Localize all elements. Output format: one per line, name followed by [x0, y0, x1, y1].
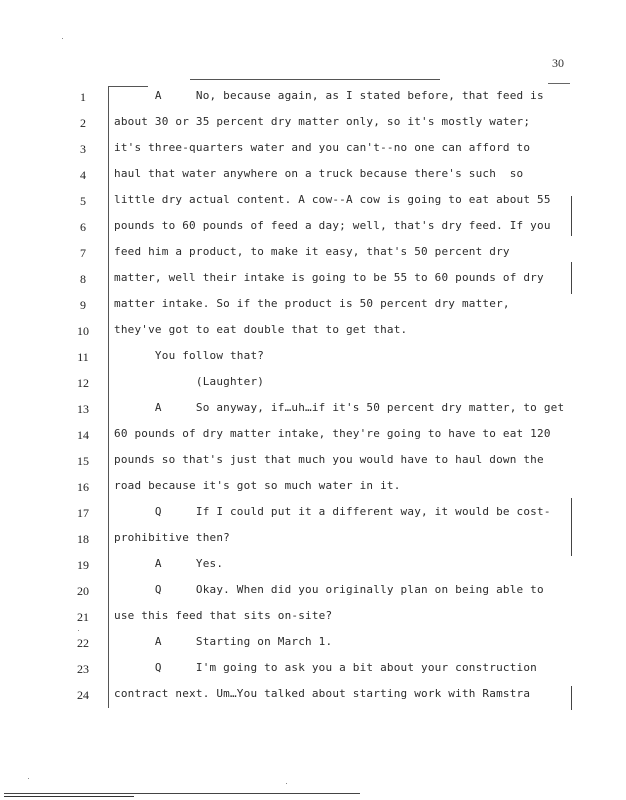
transcript-line [0, 552, 626, 578]
line-text: haul that water anywhere on a truck because there's such so [114, 167, 524, 180]
transcript-line [0, 396, 626, 422]
line-text: it's three-quarters water and you can't--no one can afford to [114, 141, 531, 154]
line-number: 9 [80, 298, 86, 312]
line-number: 11 [77, 350, 89, 364]
line-number: 20 [77, 584, 89, 598]
line-number: 19 [77, 558, 89, 572]
line-number: 4 [80, 168, 86, 182]
line-number: 12 [77, 376, 89, 390]
line-number: 7 [80, 246, 86, 260]
scan-speck [62, 38, 63, 39]
transcript-line [0, 318, 626, 344]
line-text: pounds so that's just that much you would have to haul down the [114, 453, 544, 466]
transcript-line [0, 240, 626, 266]
transcript-line [0, 188, 626, 214]
line-text: they've got to eat double that to get that. [114, 323, 408, 336]
line-number: 16 [77, 480, 89, 494]
page-number: 30 [552, 56, 564, 70]
line-text: pounds to 60 pounds of feed a day; well, that's dry feed. If you [114, 219, 551, 232]
header-rule [190, 79, 440, 80]
line-text: feed him a product, to make it easy, that's 50 percent dry [114, 245, 510, 258]
line-text: A Starting on March 1. [114, 635, 333, 648]
line-text: matter, well their intake is going to be 55 to 60 pounds of dry [114, 271, 544, 284]
line-number: 14 [77, 428, 89, 442]
line-number: 8 [80, 272, 86, 286]
line-number: 21 [77, 610, 89, 624]
transcript-line [0, 266, 626, 292]
transcript-line [0, 630, 626, 656]
scan-speck [286, 783, 287, 784]
transcript-line [0, 214, 626, 240]
scan-speck [28, 778, 29, 779]
transcript-line [0, 448, 626, 474]
transcript-line [0, 422, 626, 448]
bottom-rule [4, 793, 360, 794]
line-text: road because it's got so much water in it. [114, 479, 401, 492]
line-text: Q Okay. When did you originally plan on being able to [114, 583, 544, 596]
transcript-line [0, 84, 626, 110]
line-number: 1 [80, 90, 86, 104]
line-text: contract next. Um…You talked about starting work with Ramstra [114, 687, 531, 700]
line-text: 60 pounds of dry matter intake, they're going to have to eat 120 [114, 427, 551, 440]
line-number: 13 [77, 402, 89, 416]
line-number: 18 [77, 532, 89, 546]
line-number: 3 [80, 142, 86, 156]
scan-speck [78, 630, 79, 631]
line-number: 23 [77, 662, 89, 676]
transcript-line [0, 604, 626, 630]
line-number: 10 [77, 324, 89, 338]
line-text: You follow that? [114, 349, 265, 362]
bottom-rule-thick [4, 796, 134, 797]
transcript-line [0, 682, 626, 708]
line-number: 2 [80, 116, 86, 130]
line-text: about 30 or 35 percent dry matter only, so it's mostly water; [114, 115, 531, 128]
line-text: prohibitive then? [114, 531, 230, 544]
line-text: A No, because again, as I stated before, that feed is [114, 89, 544, 102]
line-text: (Laughter) [114, 375, 265, 388]
line-number: 6 [80, 220, 86, 234]
line-text: use this feed that sits on-site? [114, 609, 333, 622]
transcript-line [0, 474, 626, 500]
transcript-line [0, 292, 626, 318]
line-text: little dry actual content. A cow--A cow is going to eat about 55 [114, 193, 551, 206]
transcript-line [0, 500, 626, 526]
transcript-line [0, 526, 626, 552]
line-number: 15 [77, 454, 89, 468]
line-text: Q I'm going to ask you a bit about your construction [114, 661, 537, 674]
transcript-line [0, 136, 626, 162]
transcript-line [0, 110, 626, 136]
line-text: Q If I could put it a different way, it would be cost- [114, 505, 551, 518]
transcript-line [0, 344, 626, 370]
transcript-line [0, 370, 626, 396]
transcript-line [0, 162, 626, 188]
line-text: matter intake. So if the product is 50 percent dry matter, [114, 297, 510, 310]
line-text: A Yes. [114, 557, 224, 570]
line-number: 17 [77, 506, 89, 520]
line-text: A So anyway, if…uh…if it's 50 percent dry matter, to get [114, 401, 565, 414]
line-number: 24 [77, 688, 89, 702]
transcript-line [0, 656, 626, 682]
line-number: 5 [80, 194, 86, 208]
line-number: 22 [77, 636, 89, 650]
transcript-line [0, 578, 626, 604]
